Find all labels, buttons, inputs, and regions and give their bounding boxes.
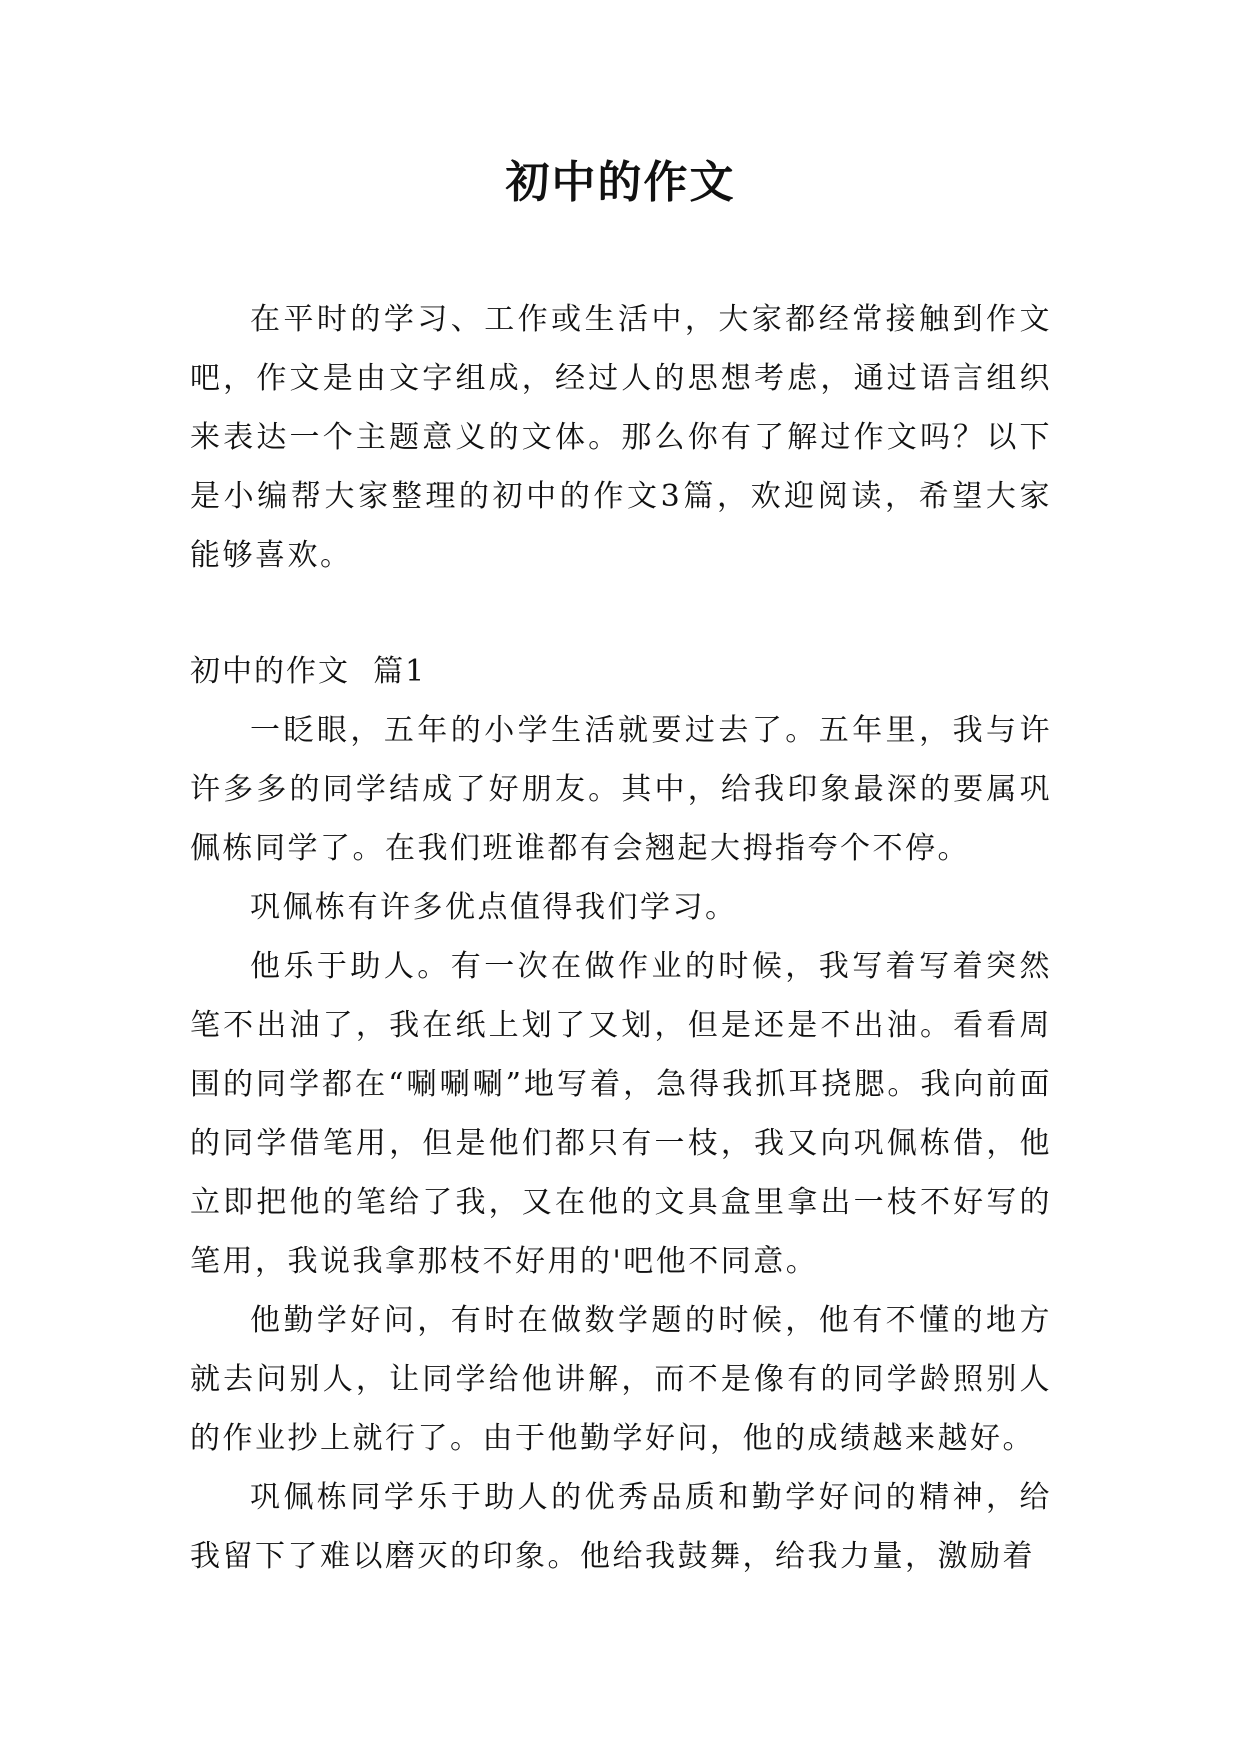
paragraph-4: 他勤学好问，有时在做数学题的时候，他有不懂的地方就去问别人，让同学给他讲解，而不是像有的同学龄照别人的作业抄上就行了。由于他勤学好问，他的成绩越来越好。: [190, 1303, 1052, 1456]
document-title: 初中的作文: [505, 157, 736, 208]
paragraph-1: 一眨眼，五年的小学生活就要过去了。五年里，我与许许多多的同学结成了好朋友。其中，给我印象最深的要属巩佩栋同学了。在我们班谁都有会翘起大拇指夸个不停。: [190, 713, 1052, 866]
section-heading: 初中的作文 篇1: [190, 654, 427, 689]
paragraph-5: 巩佩栋同学乐于助人的优秀品质和勤学好问的精神，给我留下了难以磨灭的印象。他给我鼓舞，给我力量，激励着: [190, 1480, 1052, 1574]
intro-paragraph: 在平时的学习、工作或生活中，大家都经常接触到作文吧，作文是由文字组成，经过人的思想考虑，通过语言组织来表达一个主题意义的文体。那么你有了解过作文吗？以下是小编帮大家整理的初中的作文3篇，欢迎阅读，希望大家能够喜欢。: [190, 302, 1052, 573]
essay-section-1: [190, 642, 1052, 1586]
paragraph-3: 他乐于助人。有一次在做作业的时候，我写着写着突然笔不出油了，我在纸上划了又划，但是还是不出油。看看周围的同学都在“唰唰唰”地写着，急得我抓耳挠腮。我向前面的同学借笔用，但是他们都只有一枝，我又向巩佩栋借，他立即把他的笔给了我，又在他的文具盒里拿出一枝不好写的笔用，我说我拿那枝不好用的'吧他不同意。: [190, 949, 1052, 1279]
paragraph-2: 巩佩栋有许多优点值得我们学习。: [250, 890, 738, 925]
